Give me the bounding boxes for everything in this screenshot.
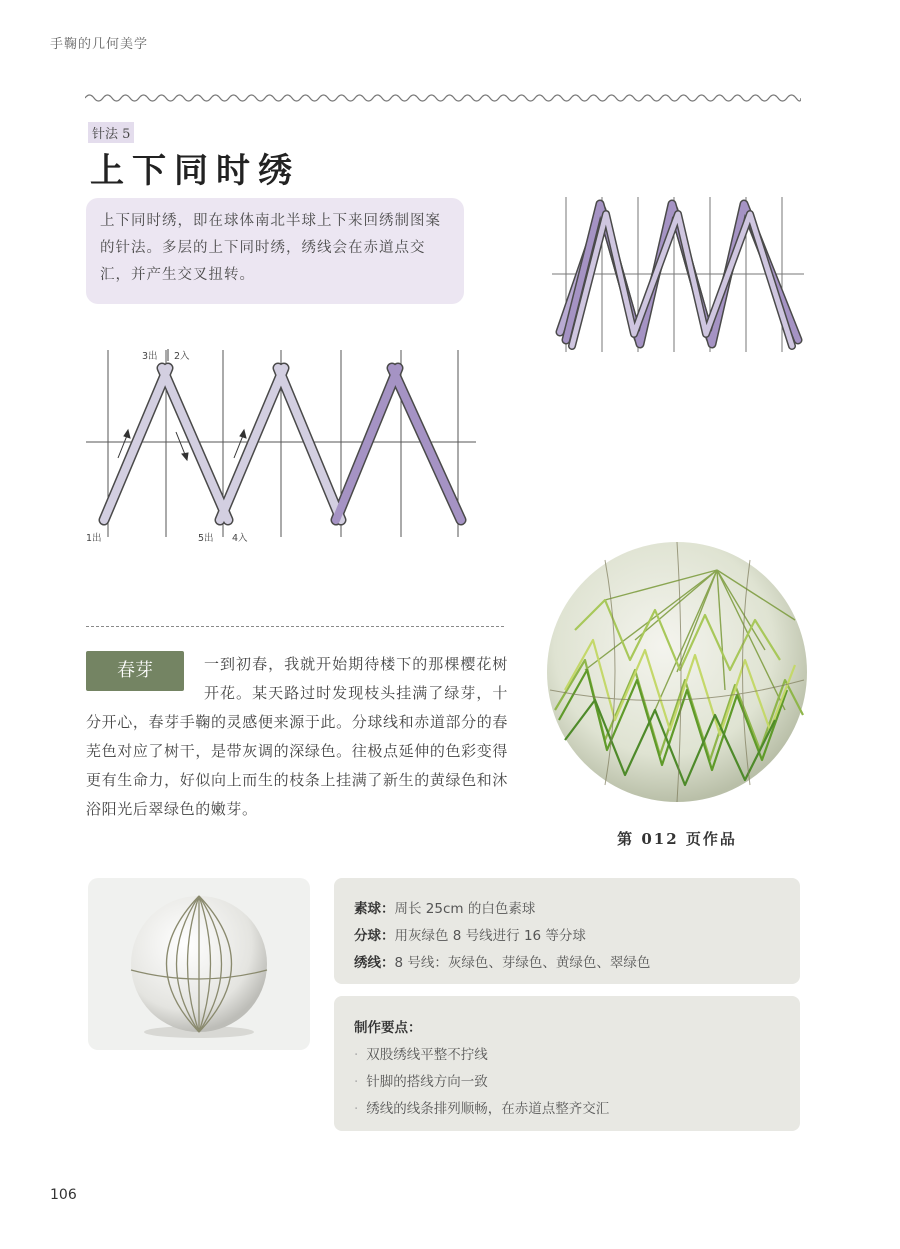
piece-description-text: 一到初春，我就开始期待楼下的那棵樱花树开花。某天路过时发现枝头挂满了绿芽，十分开心，春芽手鞠的灵感便来源于此。分球线和赤道部分的春芜色对应了树干，是带灰调的深绿色。往极点延伸的色彩变得更有生命力，好似向上而生的枝条上挂满了新生的黄绿色和沐浴阳光后翠绿色的嫩芽。 <box>86 655 508 818</box>
materials-box <box>334 878 800 984</box>
page-number: 106 <box>50 1187 77 1203</box>
technique-intro: 上下同时绣，即在球体南北半球上下来回绣制图案的针法。多层的上下同时绣，绣线会在赤道点交汇，并产生交叉扭转。 <box>86 198 464 304</box>
key-points-title: 制作要点： <box>354 1020 422 1036</box>
temari-ball-photo <box>545 540 809 804</box>
label-5-out: 5出 <box>198 533 214 544</box>
section-divider <box>86 626 504 627</box>
running-head: 手鞠的几何美学 <box>50 37 149 52</box>
photo-caption: 第 012 页作品 <box>617 830 737 848</box>
base-ball-photo <box>124 892 274 1042</box>
technique-title: 上下同时绣 <box>90 151 300 191</box>
key-point: · 双股绣线平整不拧线 <box>354 1047 488 1063</box>
label-2-in: 2入 <box>174 351 190 362</box>
technique-number: 针法 5 <box>88 122 134 143</box>
stitch-diagram <box>86 345 486 545</box>
spec-thread: 绣线：8 号线：灰绿色、芽绿色、黄绿色、翠绿色 <box>354 955 651 971</box>
spec-division: 分球：用灰绿色 8 号线进行 16 等分球 <box>354 928 586 944</box>
multilayer-stitch-diagram <box>552 192 804 358</box>
piece-name-tag: 春芽 <box>86 651 184 691</box>
piece-description <box>86 650 508 824</box>
label-3-out: 3出 <box>142 351 158 362</box>
label-1-out: 1出 <box>86 533 102 544</box>
base-ball-photo-card <box>88 878 310 1050</box>
spec-ball: 素球：周长 25cm 的白色素球 <box>354 901 536 917</box>
label-4-in: 4入 <box>232 533 248 544</box>
key-point: · 绣线的线条排列顺畅，在赤道点整齐交汇 <box>354 1101 610 1117</box>
key-point: · 针脚的搭线方向一致 <box>354 1074 488 1090</box>
wavy-divider <box>85 92 801 104</box>
key-points-box <box>334 996 800 1131</box>
